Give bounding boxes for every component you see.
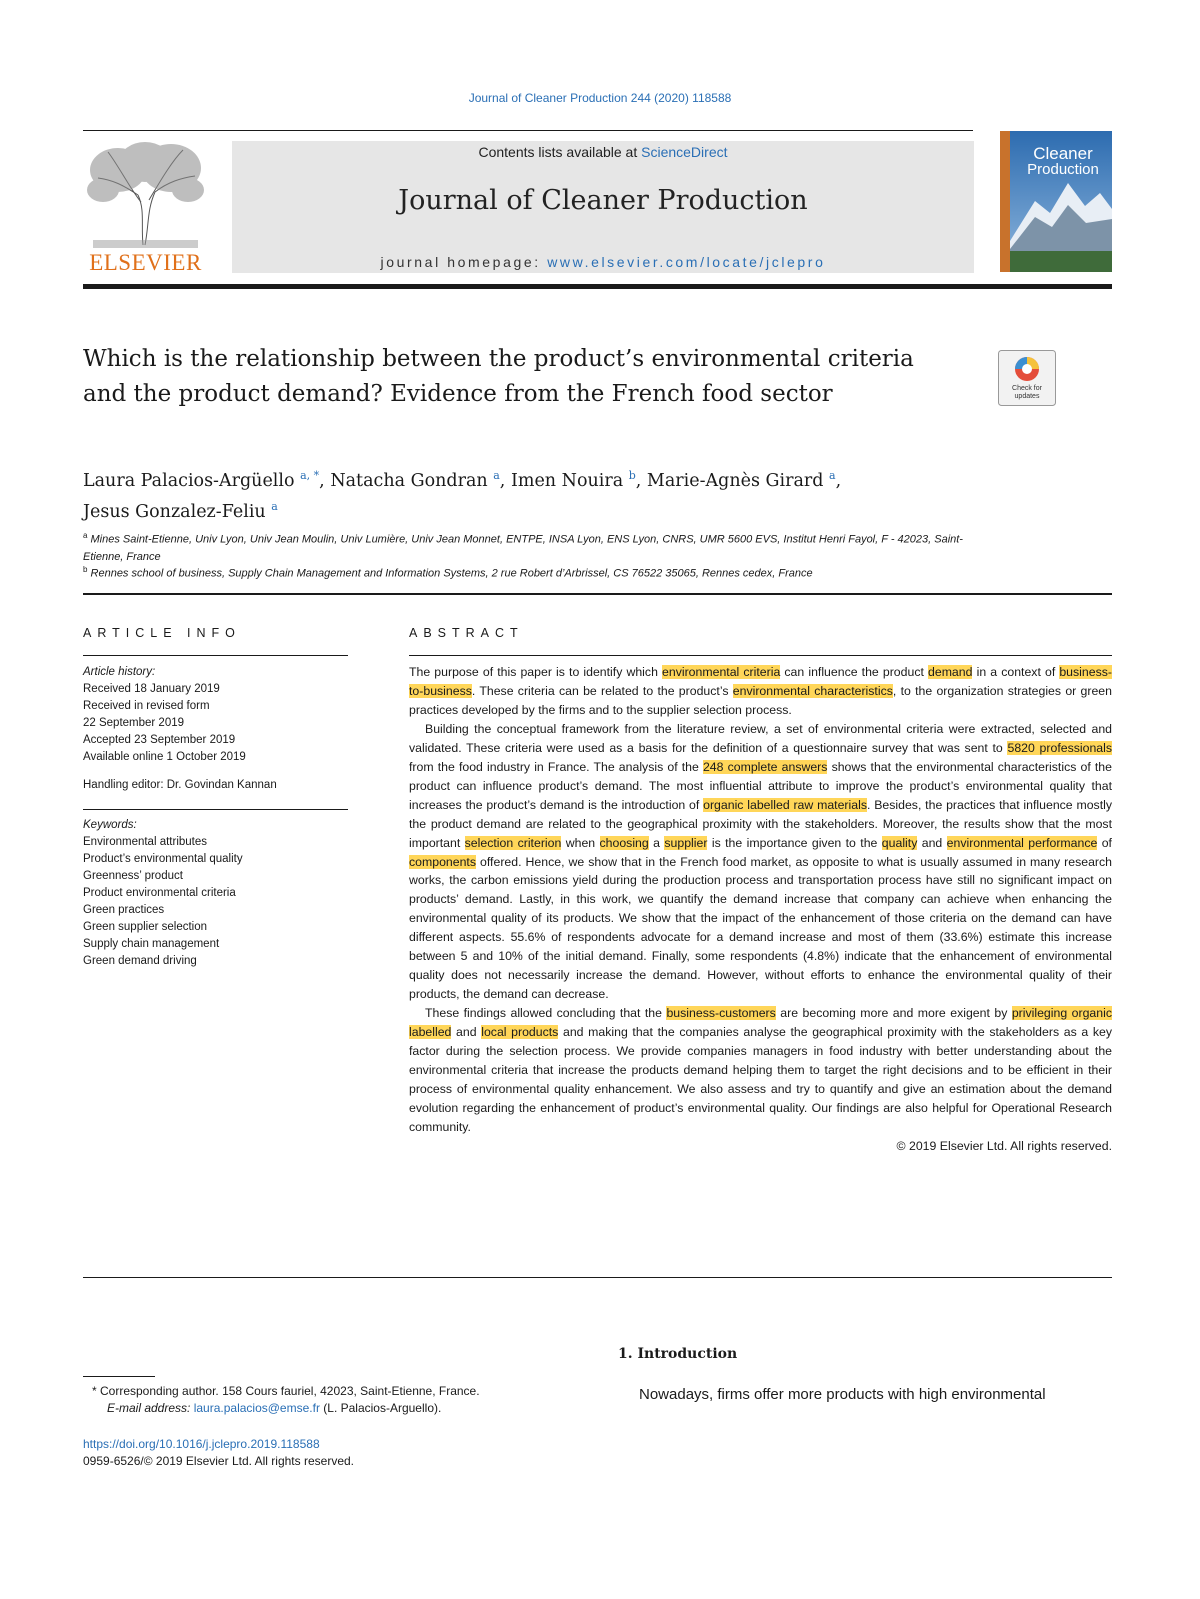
highlighted-phrase[interactable]: choosing: [599, 835, 649, 850]
abstract-paragraph-2: [409, 720, 1112, 1004]
abstract-text: of: [1097, 835, 1112, 850]
keyword-item[interactable]: Product environmental criteria: [83, 887, 236, 899]
author-name[interactable]: Natacha Gondran: [330, 470, 488, 491]
abstract-body: [409, 663, 1112, 1156]
highlighted-phrase[interactable]: organic labelled raw materials: [703, 797, 867, 812]
abstract-text: can influence the product: [780, 665, 929, 679]
highlighted-phrase[interactable]: environmental criteria: [662, 665, 781, 679]
crossmark-label-line2: updates: [1014, 393, 1040, 400]
journal-cover[interactable]: [1000, 131, 1112, 272]
highlighted-phrase[interactable]: environmental performance: [946, 835, 1098, 850]
article-info-heading: ARTICLE INFO: [83, 626, 241, 640]
abstract-rule: [409, 655, 1112, 656]
article-history: [83, 664, 348, 766]
keywords-label: Keywords:: [83, 819, 137, 831]
abstract-text: shows that the environmental characteristics of the product can influence product’s demand. The most influential attribute to improve the product’s environmental quality that increases the product’s demand is the introduction of: [409, 759, 1112, 812]
running-head[interactable]: Journal of Cleaner Production 244 (2020) 118588: [468, 91, 732, 105]
crossmark-label-line1: Check for: [1012, 385, 1042, 392]
homepage-link[interactable]: www.elsevier.com/locate/jclepro: [547, 254, 826, 270]
introduction-heading: 1. Introduction: [618, 1346, 738, 1362]
cover-title-line2: Production: [1027, 161, 1099, 178]
highlighted-phrase[interactable]: privileging organic labelled: [409, 1006, 1112, 1040]
keyword-item[interactable]: Green practices: [83, 904, 165, 916]
highlighted-phrase[interactable]: supplier: [664, 835, 708, 850]
abstract-copyright: © 2019 Elsevier Ltd. All rights reserved.: [896, 1138, 1112, 1153]
abstract-text: when: [561, 835, 600, 850]
author-affiliation-marker[interactable]: a: [271, 499, 278, 513]
abstract-text: These findings allowed concluding that the: [425, 1006, 667, 1021]
abstract-text: are becoming more and more exigent by: [775, 1006, 1012, 1021]
author-affiliation-marker[interactable]: a: [493, 469, 500, 482]
publisher-wordmark: ELSEVIER: [89, 250, 202, 275]
email-footnote: [107, 1400, 627, 1417]
abstract-text: offered. Hence, we show that in the French food market, as opposite to what is usually assumed in many research works, the carbon emissions yield during the production process and transportation process have still no significant impact on products’ demand. Lastly, in this work, we quantify the demand increase that company can achieve when enhancing the environmental quality of its products. We show that the impact of the enhancement of those criteria on the demand can have different aspects. 55.6% of respondents advocate for a demand increase and most of them (33.6%) estimate this increase between 5 and 10% of the initial demand. Finally, some respondents (4.8%) indicate that the enhancement of environmental quality does not necessarily increase the demand. However, without efforts to enhance the environmental quality of their products, the demand can decrease.: [409, 854, 1112, 1002]
abstract-text: The purpose of this paper is to identify which: [409, 665, 663, 679]
history-item: Accepted 23 September 2019: [83, 734, 236, 746]
highlighted-phrase[interactable]: 248 complete answers: [702, 759, 828, 774]
author-affiliation-marker[interactable]: a, *: [300, 469, 320, 482]
affiliation-text: Rennes school of business, Supply Chain Management and Information Systems, 2 rue Robert d’Arbrissel, CS 76522 35065, Rennes cedex, France: [90, 567, 813, 580]
keyword-item[interactable]: Product’s environmental quality: [83, 853, 243, 865]
contents-line: [232, 144, 974, 160]
abstract-text: in a context of: [972, 665, 1060, 679]
author-name[interactable]: Marie-Agnès Girard: [646, 470, 824, 491]
abstract-text: and making that the companies analyse the geographical proximity with the stakeholders as a key factor during the selection process. We provide companies managers in food industry with better understanding about the environmental criteria that increase the products demand helping them to target the right decisions and to be efficient in their process of environmental quality enhancement. We also assess and try to quantify and give an estimation about the demand evolution regarding the enhancement of product’s environmental quality. Our findings are also helpful for Operational Research community.: [409, 1025, 1112, 1134]
homepage-prefix: journal homepage:: [380, 254, 548, 270]
article-title: Which is the relationship between the product’s environmental criteria and the product demand? Evidence from the French food sector: [83, 346, 914, 407]
issn-line: 0959-6526/© 2019 Elsevier Ltd. All rights reserved.: [83, 1454, 354, 1468]
affiliation-a: [83, 527, 983, 566]
keywords-rule: [83, 809, 348, 810]
author-name[interactable]: Jesus Gonzalez-Feliu: [83, 501, 266, 522]
header-rule: [83, 284, 1112, 289]
affiliation-marker: a: [83, 531, 88, 540]
keyword-item[interactable]: Green demand driving: [83, 955, 197, 967]
journal-banner: [232, 141, 974, 273]
abstract-text: . Besides, the practices that influence mostly the product demand are related to the geographical proximity with the stakeholders. Moreover, the results show that the most important: [409, 797, 1112, 850]
highlighted-phrase[interactable]: environmental characteristics: [732, 683, 893, 698]
abstract-paragraph-3: [409, 1004, 1112, 1137]
affiliation-marker: b: [83, 565, 88, 574]
highlighted-phrase[interactable]: business-customers: [666, 1006, 776, 1021]
keyword-item[interactable]: Environmental attributes: [83, 836, 208, 848]
contents-prefix: Contents lists available at: [478, 144, 642, 160]
highlighted-phrase[interactable]: components: [409, 854, 476, 869]
highlighted-phrase[interactable]: 5820 professionals: [1007, 740, 1113, 755]
abstract-heading: ABSTRACT: [409, 626, 524, 640]
introduction-text: Nowadays, firms offer more products with high environmental: [639, 1386, 1046, 1403]
author-name[interactable]: Imen Nouira: [510, 470, 624, 491]
homepage-line: [232, 254, 974, 270]
affiliation-b: [83, 561, 983, 583]
highlighted-phrase[interactable]: quality: [881, 835, 918, 850]
highlighted-phrase[interactable]: selection criterion: [464, 835, 562, 850]
author-affiliation-marker[interactable]: b: [628, 469, 636, 482]
history-item: 22 September 2019: [83, 717, 185, 729]
email-suffix: (L. Palacios-Arguello).: [319, 1401, 442, 1415]
elsevier-tree-icon: [83, 140, 208, 250]
keyword-item[interactable]: Green supplier selection: [83, 921, 208, 933]
journal-title: Journal of Cleaner Production: [398, 185, 808, 216]
email-label: E-mail address:: [107, 1401, 194, 1415]
abstract-text: . These criteria can be related to the product’s: [471, 683, 733, 698]
footnote-rule: [83, 1376, 155, 1377]
abstract-paragraph-1: [409, 663, 1112, 720]
keyword-item[interactable]: Supply chain management: [83, 938, 220, 950]
history-item: Received 18 January 2019: [83, 683, 220, 695]
author-name[interactable]: Laura Palacios-Argüello: [83, 470, 295, 491]
sciencedirect-link[interactable]: ScienceDirect: [641, 144, 728, 160]
highlighted-phrase[interactable]: demand: [928, 665, 973, 679]
handling-editor: Handling editor: Dr. Govindan Kannan: [83, 779, 277, 791]
affiliation-text: Mines Saint-Etienne, Univ Lyon, Univ Jean Moulin, Univ Lumière, Univ Jean Monnet, ENTPE, INSA Lyon, ENS Lyon, CNRS, UMR 5600 EVS, Institut Henri Fayol, F - 42023, Saint-Etienne, France: [83, 533, 963, 563]
history-item: Received in revised form: [83, 700, 210, 712]
author-list: Laura Palacios-Argüello $^{a, *}$, Natacha Gondran $^a$, Imen Nouira $^b$, Marie-Agnès Girard $^a$, Jesus Gonzalez-Feliu $^a$: [83, 469, 842, 522]
abstract-text: Building the conceptual framework from the literature review, a set of environmental criteria were extracted, selected and validated. These criteria were used as a basis for the definition of a questionnaire survey that was sent to: [409, 721, 1112, 755]
abstract-text: and: [451, 1025, 482, 1040]
author-affiliation-marker[interactable]: a: [829, 469, 836, 482]
cover-title-line1: Cleaner: [1033, 144, 1093, 163]
corresponding-author-footnote: * Corresponding author. 158 Cours fauriel, 42023, Saint-Etienne, France.: [92, 1384, 480, 1398]
abstract-text: a: [648, 835, 665, 850]
abstract-text: from the food industry in France. The analysis of the: [409, 759, 703, 774]
abstract-text: , to the organization strategies or green practices developed by the firms and to the supplier selection process.: [409, 683, 1112, 717]
doi-link[interactable]: https://doi.org/10.1016/j.jclepro.2019.118588: [83, 1437, 320, 1451]
check-for-updates-badge[interactable]: [998, 350, 1056, 406]
highlighted-phrase[interactable]: business-to-business: [409, 665, 1112, 698]
history-item: Available online 1 October 2019: [83, 751, 246, 763]
abstract-bottom-rule: [83, 1277, 1112, 1278]
affiliation-rule: [83, 593, 1112, 595]
elsevier-logo[interactable]: [83, 140, 208, 276]
highlighted-phrase[interactable]: local products: [481, 1025, 559, 1040]
top-rule: [83, 130, 973, 131]
history-label: Article history:: [83, 666, 156, 678]
email-link[interactable]: laura.palacios@emse.fr: [193, 1401, 320, 1415]
keywords-block: [83, 817, 348, 970]
keyword-item[interactable]: Greenness’ product: [83, 870, 183, 882]
abstract-text: is the importance given to the: [707, 835, 882, 850]
article-info-rule: [83, 655, 348, 656]
abstract-text: and: [917, 835, 947, 850]
